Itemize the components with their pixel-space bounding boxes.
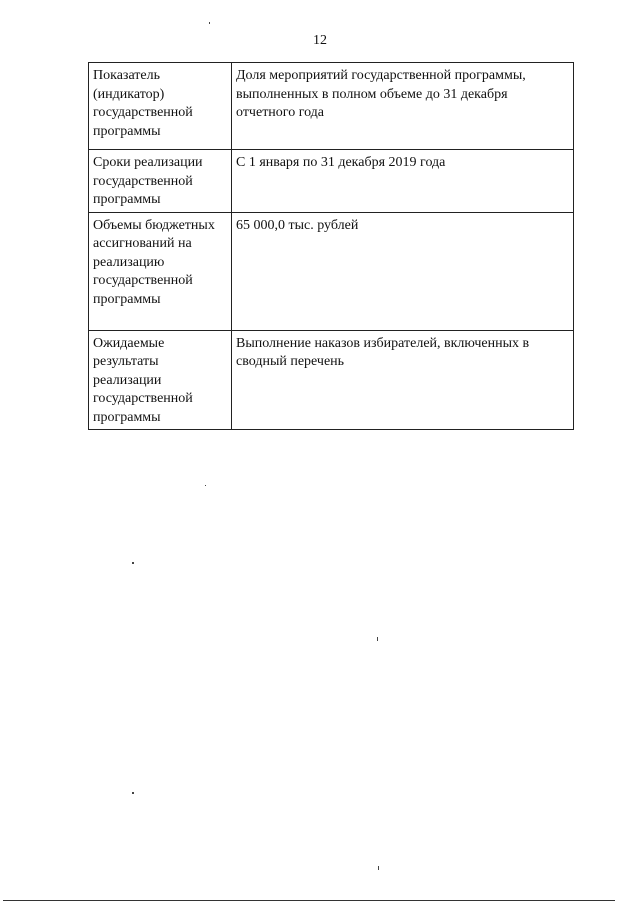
scan-speck	[378, 866, 379, 870]
row-label-expected-results: Ожидаемые результаты реализации государственной программы	[89, 330, 232, 430]
bottom-scan-edge	[3, 900, 615, 901]
row-value-timeframe: С 1 января по 31 декабря 2019 года	[232, 150, 574, 213]
row-label-budget: Объемы бюджетных ассигнований на реализацию государственной программы	[89, 212, 232, 330]
scan-speck	[132, 562, 134, 564]
table-row	[89, 63, 574, 150]
row-label-timeframe: Сроки реализации государственной программы	[89, 150, 232, 213]
page-number: 12	[313, 33, 327, 48]
scan-speck	[377, 637, 378, 641]
scan-speck	[205, 485, 206, 486]
row-value-indicator: Доля мероприятий государственной программы, выполненных в полном объеме до 31 декабря отчетного года	[232, 63, 574, 150]
scan-speck	[209, 22, 210, 24]
table-row	[89, 330, 574, 430]
table-row	[89, 212, 574, 330]
row-label-indicator: Показатель (индикатор) государственной программы	[89, 63, 232, 150]
program-passport-table	[88, 62, 574, 430]
row-value-expected-results: Выполнение наказов избирателей, включенных в сводный перечень	[232, 330, 574, 430]
table-row	[89, 150, 574, 213]
row-value-budget: 65 000,0 тыс. рублей	[232, 212, 574, 330]
scan-speck	[132, 792, 134, 794]
